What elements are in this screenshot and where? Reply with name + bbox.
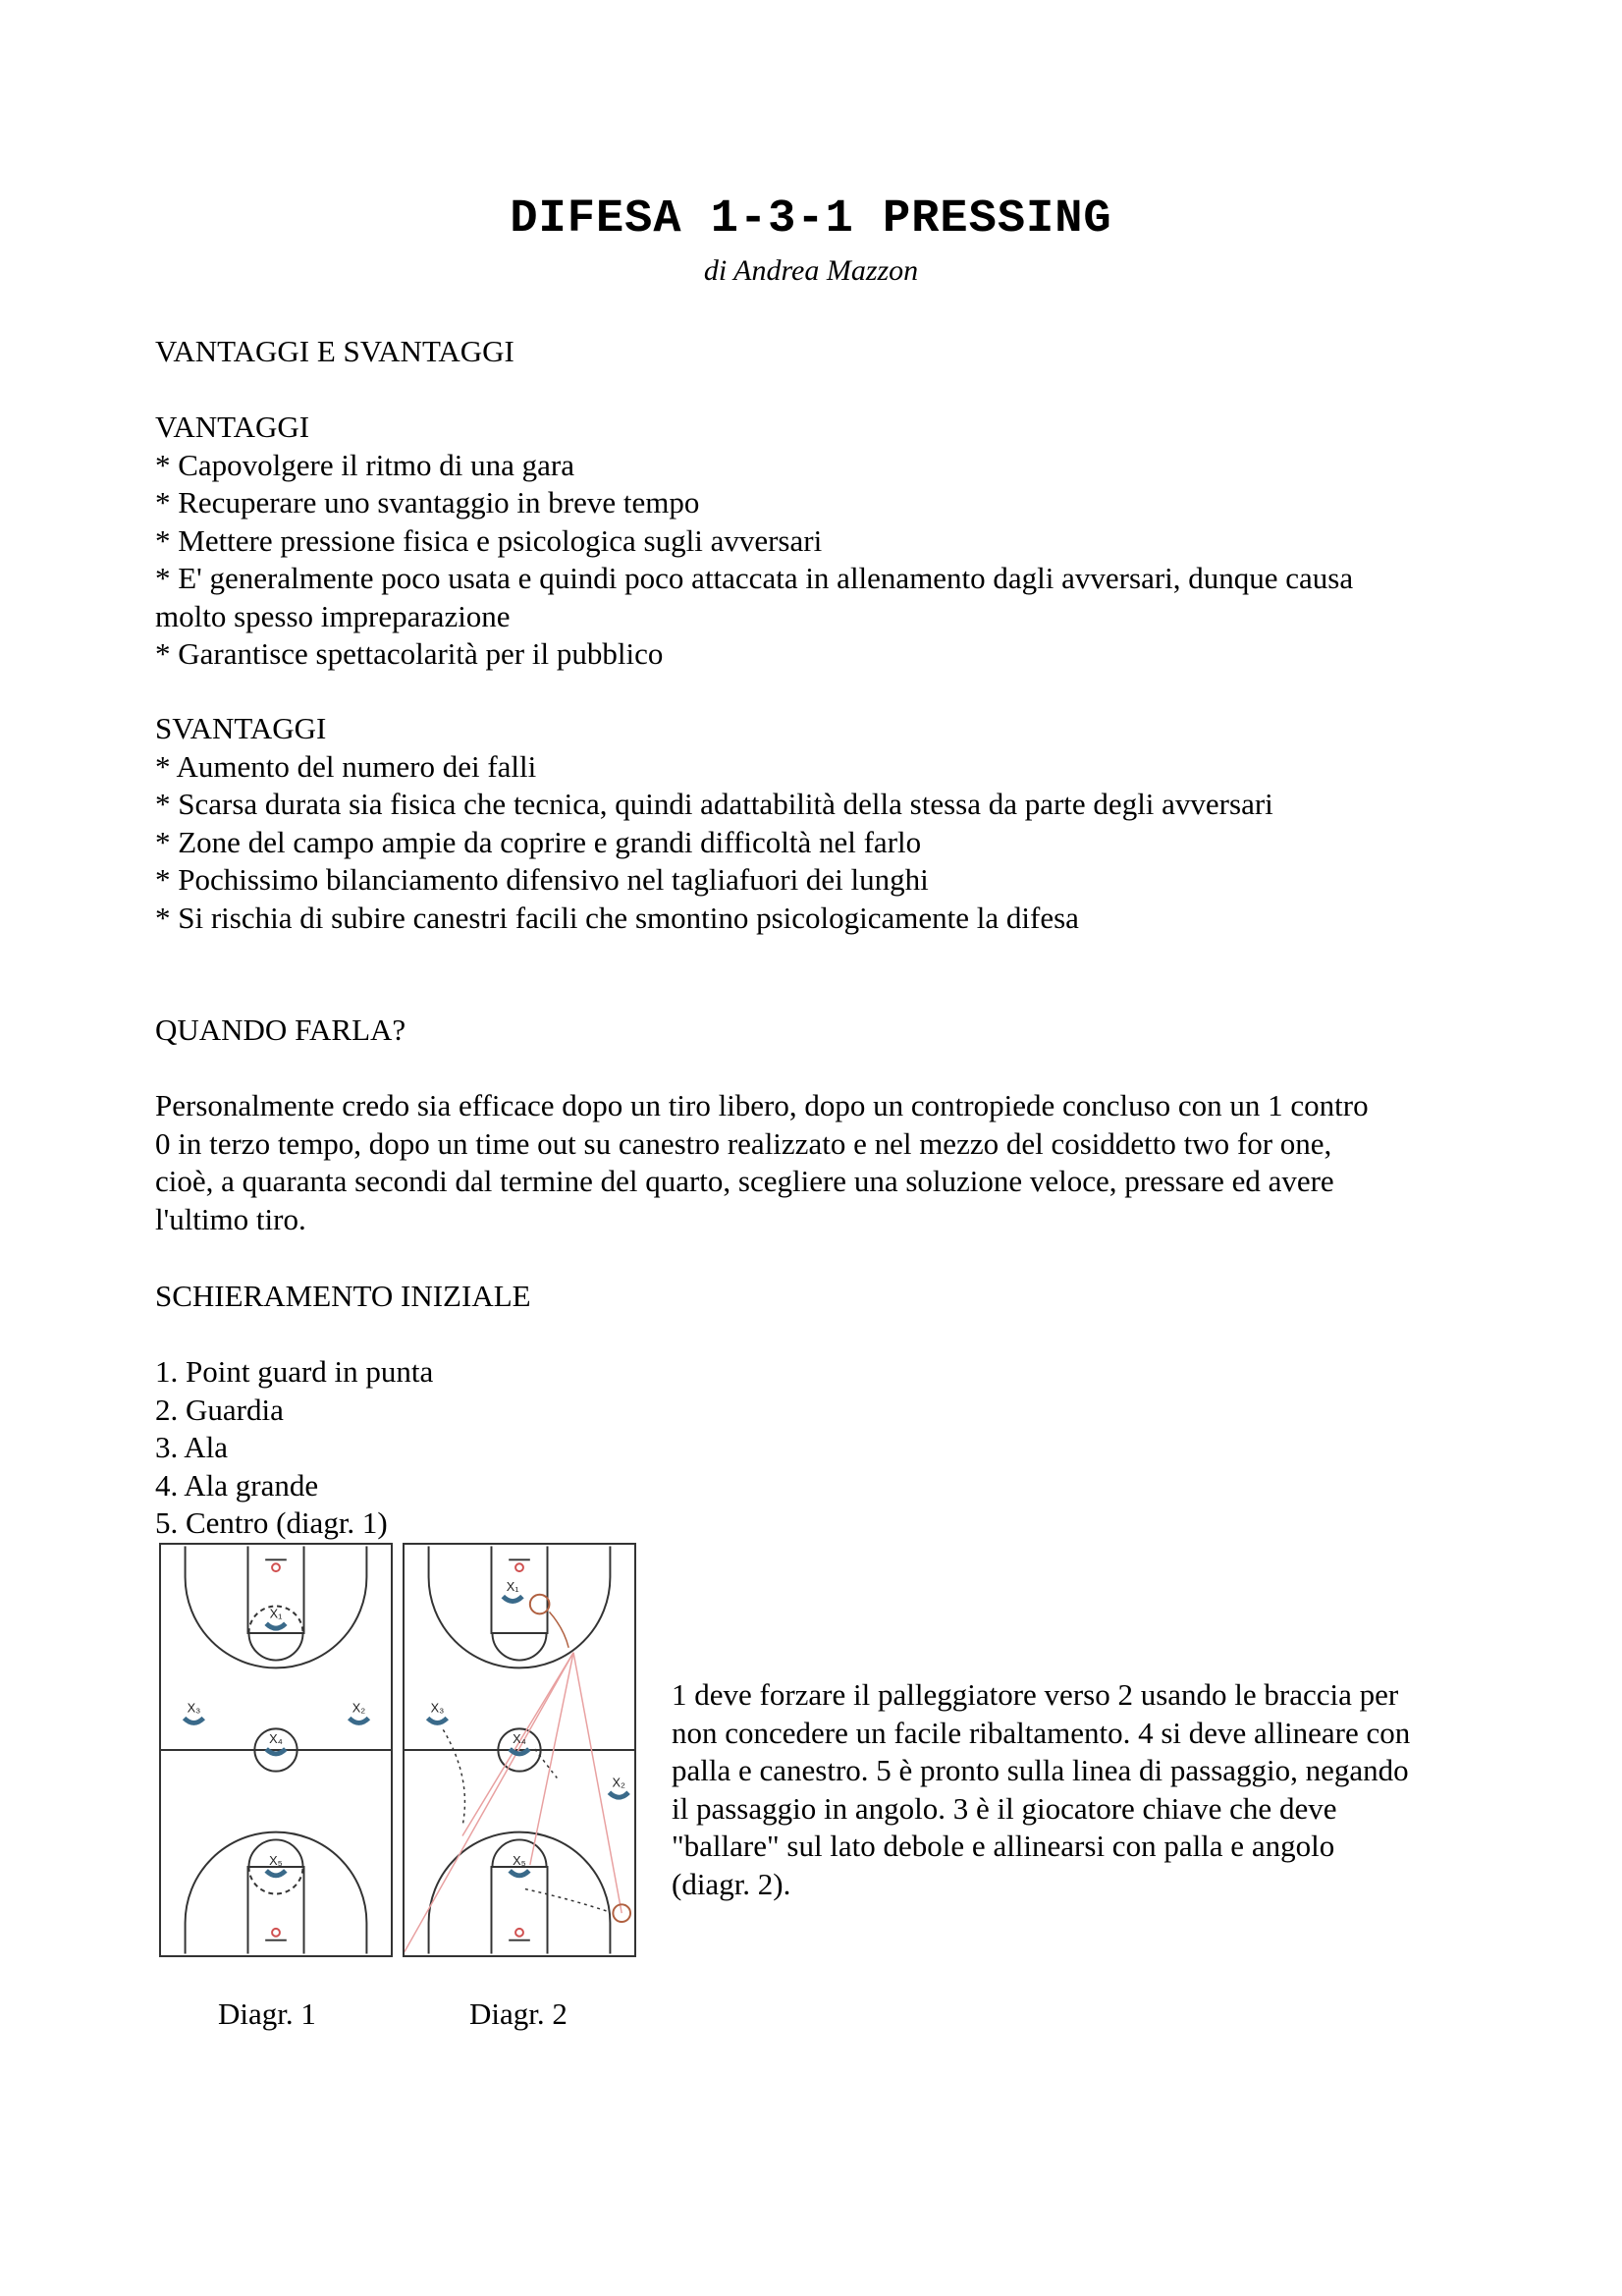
document-title: DIFESA 1-3-1 PRESSING	[510, 193, 1112, 246]
player-label: X₄	[269, 1731, 283, 1747]
player-marker	[609, 1775, 628, 1797]
heading-text: VANTAGGI E SVANTAGGI	[155, 334, 514, 368]
svantaggi-item: * Scarsa durata sia fisica che tecnica, quindi adattabilità della stessa da parte degli avversari	[155, 787, 1273, 821]
player-arms	[350, 1719, 369, 1723]
svantaggi-section	[155, 710, 1490, 937]
player-label: X₁	[269, 1606, 283, 1621]
player-arms	[503, 1597, 522, 1602]
court-diagram-2-svg	[405, 1545, 634, 1955]
player-label: X₄	[513, 1731, 526, 1747]
player-arms	[266, 1871, 286, 1876]
paragraph-line: cioè, a quaranta secondi dal termine del quarto, scegliere una soluzione veloce, pressare ed avere	[155, 1164, 1334, 1198]
court-diagram-1-svg	[161, 1545, 391, 1955]
basket-bottom	[515, 1929, 523, 1937]
paragraph-line: Personalmente credo sia efficace dopo un tiro libero, dopo un contropiede concluso con un 1 contro	[155, 1088, 1369, 1122]
schieramento-item: 4. Ala grande	[155, 1467, 319, 1503]
player-marker	[185, 1701, 204, 1723]
player-arms	[609, 1792, 628, 1797]
player-arms	[266, 1623, 286, 1628]
section-heading-vantaggi-svantaggi	[155, 333, 1490, 371]
vantaggi-section	[155, 409, 1490, 674]
svantaggi-heading: SVANTAGGI	[155, 711, 327, 745]
movement-lines	[443, 1729, 607, 1911]
quando-heading-block	[155, 1011, 1490, 1050]
vantaggi-item: * Garantisce spettacolarità per il pubblico	[155, 636, 664, 671]
description-line: il passaggio in angolo. 3 è il giocatore chiave che deve	[672, 1790, 1337, 1826]
svantaggi-item: * Zone del campo ampie da coprire e grandi difficoltà nel farlo	[155, 824, 922, 859]
player-label: X₂	[612, 1775, 626, 1790]
svantaggi-item: * Pochissimo bilanciamento difensivo nel tagliafuori dei lunghi	[155, 862, 929, 897]
description-line: palla e canestro. 5 è pronto sulla linea di passaggio, negando	[672, 1753, 1409, 1787]
pass-lines	[405, 1653, 622, 1952]
vantaggi-item: molto spesso impreparazione	[155, 598, 511, 633]
player-label: X₅	[269, 1853, 283, 1868]
player-label: X₃	[187, 1700, 201, 1716]
diagram-description	[672, 1676, 1536, 1903]
player-marker	[503, 1579, 522, 1602]
quando-heading: QUANDO FARLA?	[155, 1012, 406, 1047]
vantaggi-item: * Capovolgere il ritmo di una gara	[155, 447, 574, 482]
player-marker	[510, 1853, 529, 1876]
diagram-1-players	[185, 1606, 369, 1876]
vantaggi-heading: VANTAGGI	[155, 410, 310, 444]
paragraph-line: l'ultimo tiro.	[155, 1201, 306, 1236]
quando-paragraph	[155, 1087, 1490, 1238]
schieramento-item: 5. Centro (diagr. 1)	[155, 1505, 388, 1540]
schieramento-item: 2. Guardia	[155, 1392, 284, 1427]
description-line: (diagr. 2).	[672, 1866, 791, 1901]
player-arms	[185, 1719, 204, 1723]
description-line: "ballare" sul lato debole e allinearsi con palla e angolo	[672, 1829, 1335, 1863]
player-marker	[428, 1701, 448, 1723]
player-arms	[428, 1719, 448, 1723]
vantaggi-item: * Mettere pressione fisica e psicologica sugli avversari	[155, 522, 823, 558]
player-marker	[350, 1701, 369, 1723]
player-label: X₅	[513, 1853, 526, 1868]
court-diagram-2	[403, 1543, 636, 1957]
player-arms	[510, 1871, 529, 1876]
diagram-1-caption: Diagr. 1	[218, 1996, 316, 2031]
player-marker	[266, 1853, 286, 1876]
description-line: non concedere un facile ribaltamento. 4 si deve allineare con	[672, 1715, 1411, 1750]
basket-top	[272, 1563, 280, 1571]
paragraph-line: 0 in terzo tempo, dopo un time out su canestro realizzato e nel mezzo del cosiddetto two for one,	[155, 1125, 1332, 1161]
ft-circle-top	[248, 1633, 302, 1661]
ft-circle-top	[492, 1633, 546, 1661]
player-label: X₃	[430, 1700, 445, 1716]
schieramento-list	[155, 1353, 1490, 1543]
ft-circle-bottom-dashed	[248, 1867, 302, 1894]
basket-bottom	[272, 1929, 280, 1937]
vantaggi-item: * E' generalmente poco usata e quindi poco attaccata in allenamento dagli avversari, dunque causa	[155, 561, 1354, 595]
player-marker	[266, 1606, 286, 1628]
basket-top	[515, 1563, 523, 1571]
description-line: 1 deve forzare il palleggiatore verso 2 usando le braccia per	[672, 1677, 1399, 1712]
schieramento-heading-block	[155, 1278, 1490, 1316]
vantaggi-item: * Recuperare uno svantaggio in breve tempo	[155, 485, 700, 519]
svantaggi-item: * Si rischia di subire canestri facili che smontino psicologicamente la difesa	[155, 900, 1079, 935]
schieramento-item: 3. Ala	[155, 1430, 229, 1464]
player-label: X₁	[506, 1578, 519, 1594]
diagram-2-caption: Diagr. 2	[469, 1996, 568, 2031]
schieramento-item: 1. Point guard in punta	[155, 1354, 434, 1389]
schieramento-heading: SCHIERAMENTO INIZIALE	[155, 1279, 531, 1313]
svantaggi-item: * Aumento del numero dei falli	[155, 748, 537, 784]
document-author: di Andrea Mazzon	[703, 254, 919, 287]
court-diagram-1	[159, 1543, 393, 1957]
player-label: X₂	[351, 1700, 366, 1716]
